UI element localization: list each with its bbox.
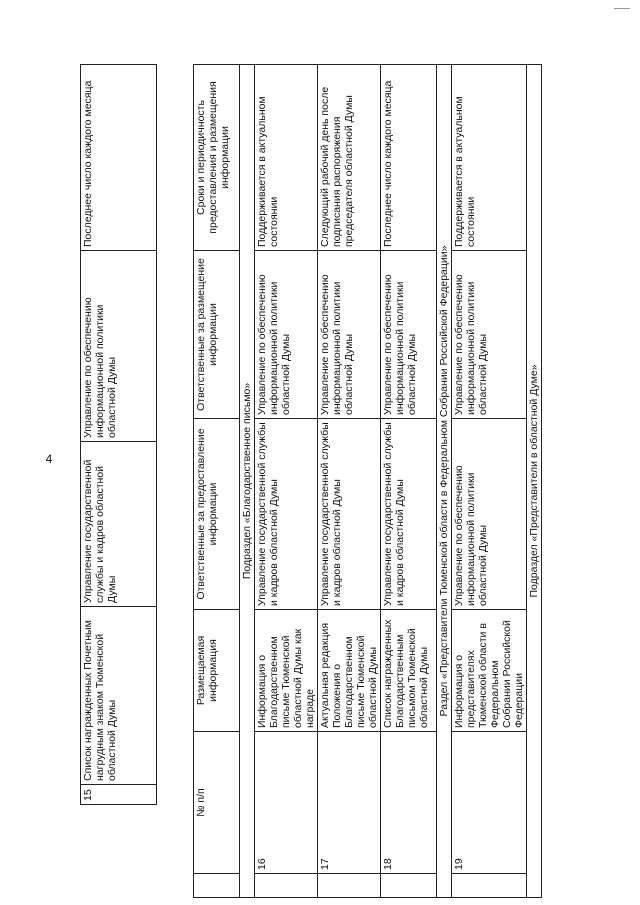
timing-cell: Поддерживается в актуальном состоянии [452,64,527,250]
row-number: 16 [255,732,318,874]
section-row [437,64,452,897]
section-side-cell [381,874,437,898]
header-publisher: Ответственные за размещение информации [194,251,240,419]
section-side-cell [318,874,381,898]
header-timing: Сроки и периодичность предоставления и размещения информации [194,65,240,251]
header-provider: Ответственные за предоставление информации [194,419,240,610]
info-cell: Информация о Благодарственном письме Тюменской областной Думы как награде [255,610,318,732]
page-number: 4 [45,452,53,466]
table-row [381,64,437,897]
publisher-cell: Управление по обеспечению информационной политики областной Думы [381,251,437,419]
table-row [81,65,157,805]
row-number: 17 [318,732,381,874]
subsection-title: Подраздел «Благодарственное письмо» [240,64,255,897]
subsection-row [527,64,542,897]
timing-cell: Последнее число каждого месяца [81,65,157,251]
info-cell: Список награжденных Благодарственным письмом Тюменской областной Думы [381,610,437,732]
timing-cell: Следующий рабочий день после подписания распоряжения председателя областной Думы [318,64,381,250]
table-row [255,64,318,897]
provider-cell: Управление государственной службы и кадров областной Думы [318,419,381,610]
publisher-cell: Управление по обеспечению информационной политики областной Думы [318,251,381,419]
publisher-cell: Управление по обеспечению информационной политики областной Думы [255,251,318,419]
row-number: 18 [381,732,437,874]
section-side-cell [452,874,527,898]
provider-cell: Управление государственной службы и кадров областной Думы [81,442,157,607]
timing-cell: Последнее число каждого месяца [381,64,437,250]
header-num: № п/п [194,732,240,874]
info-cell: Информация о представителях Тюменской области в Федеральном Собрании Российской Федерации [452,610,527,732]
section-title: Раздел «Представители Тюменской области в Федеральном Собрании Российской Федерации» [437,64,452,897]
table-row [452,64,527,897]
main-table [193,64,240,898]
header-info: Размещаемая информация [194,610,240,732]
subsection-title: Подраздел «Представители в областной Думе» [527,64,542,897]
provider-cell: Управление государственной службы и кадров областной Думы [255,419,318,610]
main-table-body [239,64,542,898]
provider-cell: Управление по обеспечению информационной политики областной Думы [452,419,527,610]
row-number: 19 [452,732,527,874]
row-number: 15 [81,785,157,805]
table-row [318,64,381,897]
publisher-cell: Управление по обеспечению информационной политики областной Думы [452,251,527,419]
info-cell: Список награжденных Почетным нагрудным знаком Тюменской областной Думы [81,607,157,785]
provider-cell: Управление государственной службы и кадров областной Думы [381,419,437,610]
section-side-cell [194,874,240,898]
section-side-cell [255,874,318,898]
publisher-cell: Управление по обеспечению информационной политики областной Думы [81,251,157,442]
subsection-row [240,64,255,897]
info-cell: Актуальная редакция Положения о Благодарственном письме Тюменской областной Думы [318,610,381,732]
timing-cell: Поддерживается в актуальном состоянии [255,64,318,250]
continuation-table [80,64,157,805]
table-header-row [194,65,240,898]
